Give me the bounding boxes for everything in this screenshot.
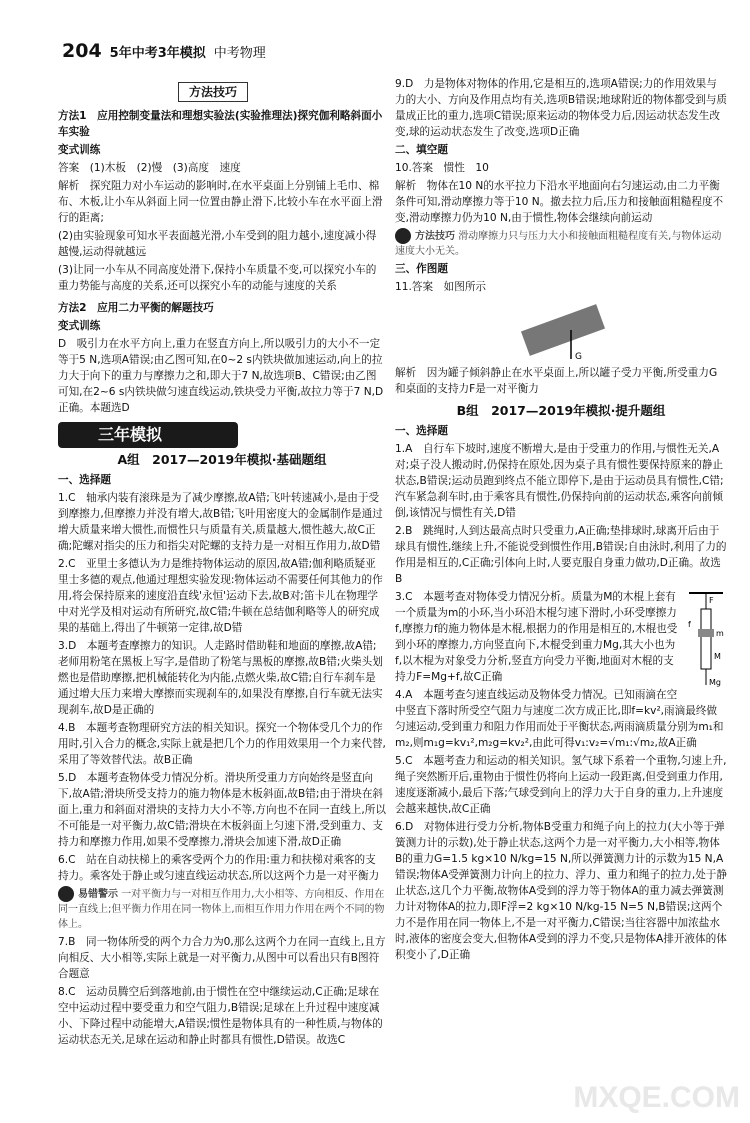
q6: 6.C 站在自动扶梯上的乘客受两个力的作用:重力和扶梯对乘客的支持力。乘客处于静止或匀速直线运动状态,所以这两个力是一对平衡力 — [58, 854, 380, 882]
method1-answer: 答案 (1)木板 (2)慢 (3)高度 速度 — [58, 162, 241, 174]
fig11-label: G — [575, 352, 582, 362]
b6: 6.D 对物体进行受力分析,物体B受重力和绳子向上的拉力(大小等于弹簧测力计的示数),处于静止状态,这两个力是一对平衡力,大小相等,物体B的重力G=1.5 kg×10 N/kg=15 N,所以弹簧测力计的示数为15 N,A错误;物体A受弹簧测力计向上的拉力、浮力、重力和绳子的拉力,处于静止状态,这几个力平衡,故物体A受到的浮力等于物体A的重力减去弹簧测力计对物体A的拉力,即F浮=2 kg×10 N/kg-15 N=5 N,B错误;这两个力不是作用在同一物体上,不是一对平衡力,C错误;当往容器中加浓盐水时,液体的密度会变大,但物体A受到的浮力不变,只是物体A排开液体的体积变小了,D正确 — [395, 821, 727, 961]
section-drawing: 三、作图题 — [395, 263, 448, 275]
q8: 8.C 运动员腾空后到落地前,由于惯性在空中继续运动,C正确;足球在空中运动过程中要受重力和空气阻力,B错误;足球在上升过程中速度减小、下降过程中动能增大,A错误;惯性是物体具有的一种性质,与物体的运动状态无关,足球在运动和静止时都具有惯性,D错误。故选C — [58, 986, 383, 1046]
q2: 2.C 亚里士多德认为力是维持物体运动的原因,故A错;伽利略质疑亚里士多德的观点,他通过理想实验发现:物体运动不需要任何其他力的作用,将会保持原来的速度沿直线'永恒'运动下去,故B对;笛卡儿在物理学中对光学及相对运动有所研究,故C错;牛顿在总结伽利略等人的研究成果的基础上,得出了牛顿第一定律,故D错 — [58, 558, 383, 634]
b3: 3.C 本题考查对物体受力情况分析。质量为M的木棍上套有一个质量为m的小环,当小环沿木棍匀速下滑时,小环受摩擦力f,摩擦力f的施力物体是木棍,根据力的作用是相互的,木棍也受到小环的摩擦力,方向竖直向下,木棍受到重力Mg,其大小也为f,以木棍为对象受力分析,竖直方向受力平衡,地面对木棍的支持力F=Mg+f,故C正确 — [395, 591, 678, 683]
method1-analysis-1: 解析 探究阻力对小车运动的影响时,在水平桌面上分别铺上毛巾、棉布、木板,让小车从斜面上同一位置由静止滑下,比较小车在水平面上滑行的距离; — [58, 180, 383, 224]
left-column — [58, 76, 386, 1050]
warn-label: 易错警示 — [78, 889, 118, 900]
method-box-title: 方法技巧 — [178, 82, 248, 102]
fig-b3-m: m — [716, 629, 724, 638]
right-column — [395, 76, 727, 965]
method-tip-icon — [395, 228, 411, 244]
q1: 1.C 轴承内装有滚珠是为了减少摩擦,故A错;飞叶转速减小,是由于受到摩擦力,但摩擦力并没有增大,故B错;飞叶用密度大的金属制作是通过增大质量来增大惯性,而惯性只与质量有关,质量越大,惯性越大,故C正确;陀螺对指尖的压力和指尖对陀螺的支持力是一对相互作用力,故D错 — [58, 492, 383, 552]
tip-body: 滑动摩擦力只与压力大小和接触面粗糙程度有关,与物体运动速度大小无关。 — [395, 231, 722, 257]
fig-b3-Mg: Mg — [709, 678, 721, 687]
q9: 9.D 力是物体对物体的作用,它是相互的,选项A错误;力的作用效果与力的大小、方向及作用点均有关,选项B错误;地球附近的物体都受到与质量成正比的重力,选项C错误;原来运动的物体受力后,因运动状态发生改变,球的运动状态发生了改变,选项D正确 — [395, 78, 728, 138]
q11-figure — [395, 297, 727, 365]
section-fill: 二、填空题 — [395, 144, 448, 156]
rod-ring-diagram — [685, 589, 727, 689]
method1-title: 方法1 应用控制变量法和理想实验法(实验推理法)探究伽利略斜面小车实验 — [58, 110, 383, 138]
q4: 4.B 本题考查物理研究方法的相关知识。探究一个物体受几个力的作用时,引入合力的概念,实际上就是把几个力的作用效果用一个力来代替,采用了等效替代法。故B正确 — [58, 722, 386, 766]
section-banner — [58, 422, 238, 448]
can-diagram — [513, 297, 623, 363]
fig-b3-F: F — [709, 596, 714, 605]
q3: 3.D 本题考查摩擦力的知识。人走路时借助鞋和地面的摩擦,故A错;老师用粉笔在黑板上写字,是借助了粉笔与黑板的摩擦,故B错;火柴头划燃也是借助摩擦,把机械能转化为内能,点燃火柴,故C错;自行车刹车是通过增大压力来增大摩擦而实现刹车的,如果没有摩擦,自行车就无法实现刹车,故D是正确的 — [58, 640, 383, 716]
q11-answer: 11.答案 如图所示 — [395, 281, 487, 293]
book-title: 5年中考3年模拟 — [109, 46, 206, 61]
warning-icon — [58, 886, 74, 902]
group-a-title: A组 2017—2019年模拟·基础题组 — [117, 452, 327, 467]
page-header — [62, 40, 362, 64]
q11-analysis: 解析 因为罐子倾斜静止在水平桌面上,所以罐子受力平衡,所受重力G和桌面的支持力F是一对平衡力 — [395, 367, 718, 395]
b2: 2.B 跳绳时,人到达最高点时只受重力,A正确;垫排球时,球离开后由于球具有惯性,继续上升,不能说受到惯性作用,B错误;自由泳时,利用了力的作用是相互的,C正确;引体向上时,人要克服自身重力做功,D正确。故选B — [395, 525, 727, 585]
section-choice-b: 一、选择题 — [395, 425, 448, 437]
method1-analysis-3: (3)让同一小车从不同高度处滑下,保持小车质量不变,可以探究小车的重力势能与高度的关系,还可以探究小车的动能与速度的关系 — [58, 264, 377, 292]
section-choice-a: 一、选择题 — [58, 474, 111, 486]
warn-body: 一对平衡力与一对相互作用力,大小相等、方向相反、作用在同一直线上;但平衡力作用在同一物体上,而相互作用力作用在两个不同的物体上。 — [58, 889, 385, 930]
method2-title: 方法2 应用二力平衡的解题技巧 — [58, 302, 214, 314]
b5: 5.C 本题考查力和运动的相关知识。氢气球下系着一个重物,匀速上升,绳子突然断开后,重物由于惯性仍将向上运动一段距离,但受到重力作用,速度逐渐减小,最后下落;气球受到向上的浮力大于自身的重力,上升速度会越来越快,故C正确 — [395, 755, 727, 815]
q10-analysis: 解析 物体在10 N的水平拉力下沿水平地面向右匀速运动,由二力平衡条件可知,滑动摩擦力等于10 N。撤去拉力后,压力和接触面粗糙程度不变,滑动摩擦力仍为10 N,由于惯性,物体会继续向前运动 — [395, 180, 724, 224]
fig-b3-M: M — [714, 652, 721, 661]
page-number: 204 — [62, 40, 102, 62]
method2-body: D 吸引力在水平方向上,重力在竖直方向上,所以吸引力的大小不一定等于5 N,选项A错误;由乙图可知,在0~2 s内铁块做加速运动,向上的拉力大于向下的重力与摩擦力之和,即大于7 N,故选项B、C错误;由乙图可知,在2~6 s内铁块做匀速直线运动,铁块受力平衡,故拉力等于7 N,D正确。本题选D — [58, 338, 384, 414]
tip-label: 方法技巧 — [415, 231, 455, 242]
banner-text: 三年模拟 — [98, 425, 163, 444]
method1-analysis-2: (2)由实验现象可知水平表面越光滑,小车受到的阻力越小,速度减小得越慢,运动得就越远 — [58, 230, 377, 258]
watermark: MXQE.COM — [573, 1081, 740, 1114]
fig-b3-f: f — [688, 620, 691, 629]
b1: 1.A 自行车下坡时,速度不断增大,是由于受重力的作用,与惯性无关,A对;桌子没人搬动时,仍保持在原处,因为桌子具有惯性要保持原来的静止状态,B错误;运动员跑到终点不能立即停下,是由于运动员具有惯性,C错;汽车紧急刹车时,由于乘客具有惯性,仍保持向前的运动状态,乘客向前倾倒,该情况与惯性有关,D错 — [395, 443, 724, 519]
subject-label: 中考物理 — [213, 46, 266, 61]
q10-answer: 10.答案 惯性 10 — [395, 162, 489, 174]
b4: 4.A 本题考查匀速直线运动及物体受力情况。已知雨滴在空中竖直下落时所受空气阻力与速度二次方成正比,即f=kv²,雨滴最终做匀速运动,受到重力和阻力作用而处于平衡状态,两雨滴质量分别为m₁和m₂,则m₁g=kv₁²,m₂g=kv₂²,由此可得v₁:v₂=√m₁:√m₂,故A正确 — [395, 689, 724, 749]
q7: 7.B 同一物体所受的两个力合力为0,那么这两个力在同一直线上,且方向相反、大小相等,实际上就是一对平衡力,从图中可以看出只有B图符合题意 — [58, 936, 386, 980]
method2-subtitle: 变式训练 — [58, 320, 101, 332]
q5: 5.D 本题考查物体受力情况分析。滑块所受重力方向始终是竖直向下,故A错;滑块所受支持力的施力物体是木板斜面,故B错;由于滑块在斜面上,重力和斜面对滑块的支持力大小不等,方向也不在同一直线上,所以不可能是一对平衡力,故C错;滑块在木板斜面上匀速下滑,受到重力、支持力和摩擦力作用,如果不受摩擦力,滑块会加速下滑,故D正确 — [58, 772, 386, 848]
group-b-title: B组 2017—2019年模拟·提升题组 — [456, 403, 666, 418]
method1-subtitle: 变式训练 — [58, 144, 101, 156]
